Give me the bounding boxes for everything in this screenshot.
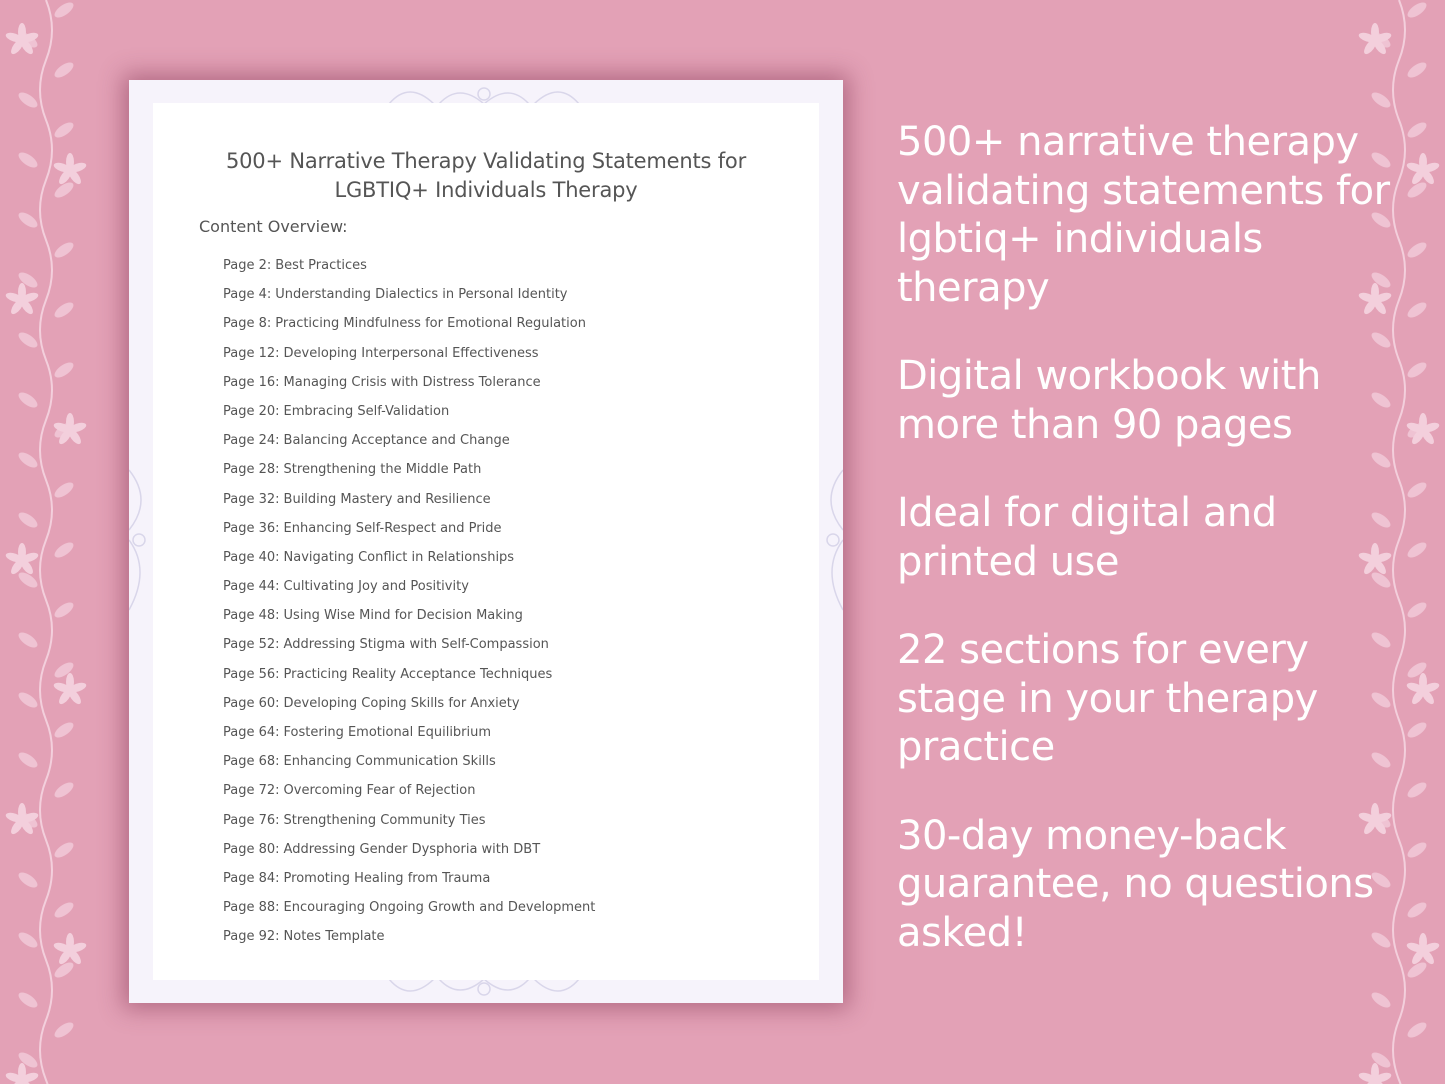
toc-section-title: Developing Coping Skills for Anxiety [283,695,520,711]
table-of-contents [223,256,595,957]
feature-page-count: Digital workbook with more than 90 pages [897,353,1321,448]
feature-sections: 22 sections for every stage in your therapy practice [897,627,1318,770]
toc-item [223,723,595,752]
toc-page-number: Page 80: [223,841,280,857]
toc-page-number: Page 56: [223,666,280,682]
toc-item [223,752,595,781]
mandala-ornament-bottom [379,979,589,1003]
toc-item [223,548,595,577]
document-title [153,147,819,205]
toc-page-number: Page 44: [223,579,280,595]
document-page [153,103,819,980]
toc-page-number: Page 8: [223,316,272,332]
feature-statement-count: 500+ narrative therapy validating statements for lgbtiq+ individuals therapy [897,119,1390,311]
toc-section-title: Best Practices [275,258,367,273]
toc-page-number: Page 92: [223,929,280,945]
toc-page-number: Page 20: [223,403,280,419]
feature-list [897,118,1417,997]
toc-section-title: Practicing Mindfulness for Emotional Regulation [275,316,586,332]
toc-section-title: Managing Crisis with Distress Tolerance [283,374,541,390]
toc-section-title: Balancing Acceptance and Change [283,433,510,449]
content-overview-heading: Content Overview: [199,217,348,236]
toc-item [223,256,595,285]
toc-item [223,431,595,460]
mandala-ornament-left [129,460,153,620]
toc-section-title: Overcoming Fear of Rejection [283,783,476,799]
floral-vine-left [0,0,92,1084]
toc-section-title: Enhancing Communication Skills [283,754,496,770]
toc-section-title: Embracing Self-Validation [283,403,450,419]
toc-section-title: Promoting Healing from Trauma [283,870,491,886]
toc-item [223,898,595,927]
toc-item [223,840,595,869]
toc-item [223,373,595,402]
toc-item [223,927,595,956]
toc-page-number: Page 24: [223,433,280,449]
toc-item [223,811,595,840]
toc-item [223,635,595,664]
toc-item [223,314,595,343]
document-preview [129,80,843,1003]
toc-item [223,781,595,810]
toc-page-number: Page 64: [223,725,280,740]
toc-item [223,577,595,606]
mandala-ornament-right [819,460,843,620]
toc-section-title: Using Wise Mind for Decision Making [283,608,523,624]
toc-page-number: Page 36: [223,520,280,536]
feature-guarantee: 30-day money-back guarantee, no questions asked! [897,812,1374,956]
toc-section-title: Understanding Dialectics in Personal Identity [275,287,568,303]
toc-section-title: Strengthening Community Ties [283,812,486,828]
toc-page-number: Page 32: [223,491,280,507]
toc-section-title: Addressing Gender Dysphoria with DBT [283,841,541,857]
mandala-ornament-top [379,80,589,104]
toc-page-number: Page 84: [223,870,280,886]
toc-page-number: Page 88: [223,900,280,916]
toc-item [223,490,595,519]
document-title-line-2: LGBTIQ+ Individuals Therapy [334,178,638,202]
toc-page-number: Page 2: [223,258,272,273]
toc-item [223,460,595,489]
toc-section-title: Strengthening the Middle Path [283,462,482,478]
toc-page-number: Page 60: [223,695,280,711]
toc-section-title: Fostering Emotional Equilibrium [283,725,492,740]
toc-item [223,869,595,898]
toc-page-number: Page 68: [223,754,280,770]
toc-item [223,402,595,431]
toc-section-title: Addressing Stigma with Self-Compassion [283,637,549,653]
toc-section-title: Developing Interpersonal Effectiveness [283,345,539,361]
toc-page-number: Page 12: [223,345,280,361]
toc-page-number: Page 76: [223,812,280,828]
toc-page-number: Page 72: [223,783,280,799]
toc-page-number: Page 4: [223,287,272,303]
toc-item [223,519,595,548]
toc-section-title: Cultivating Joy and Positivity [283,579,469,595]
toc-item [223,694,595,723]
toc-item [223,285,595,314]
toc-page-number: Page 16: [223,374,280,390]
toc-page-number: Page 52: [223,637,280,653]
toc-section-title: Navigating Conflict in Relationships [283,549,515,565]
toc-section-title: Practicing Reality Acceptance Techniques [283,666,553,682]
toc-page-number: Page 48: [223,608,280,624]
toc-page-number: Page 28: [223,462,280,478]
toc-page-number: Page 40: [223,549,280,565]
toc-item [223,606,595,635]
toc-item [223,665,595,694]
toc-section-title: Enhancing Self-Respect and Pride [283,520,502,536]
feature-usage: Ideal for digital and printed use [897,490,1277,585]
toc-section-title: Building Mastery and Resilience [283,491,491,507]
toc-section-title: Notes Template [283,929,385,945]
toc-section-title: Encouraging Ongoing Growth and Development [283,900,596,916]
document-title-line-1: 500+ Narrative Therapy Validating Statements for [225,149,747,173]
toc-item [223,344,595,373]
